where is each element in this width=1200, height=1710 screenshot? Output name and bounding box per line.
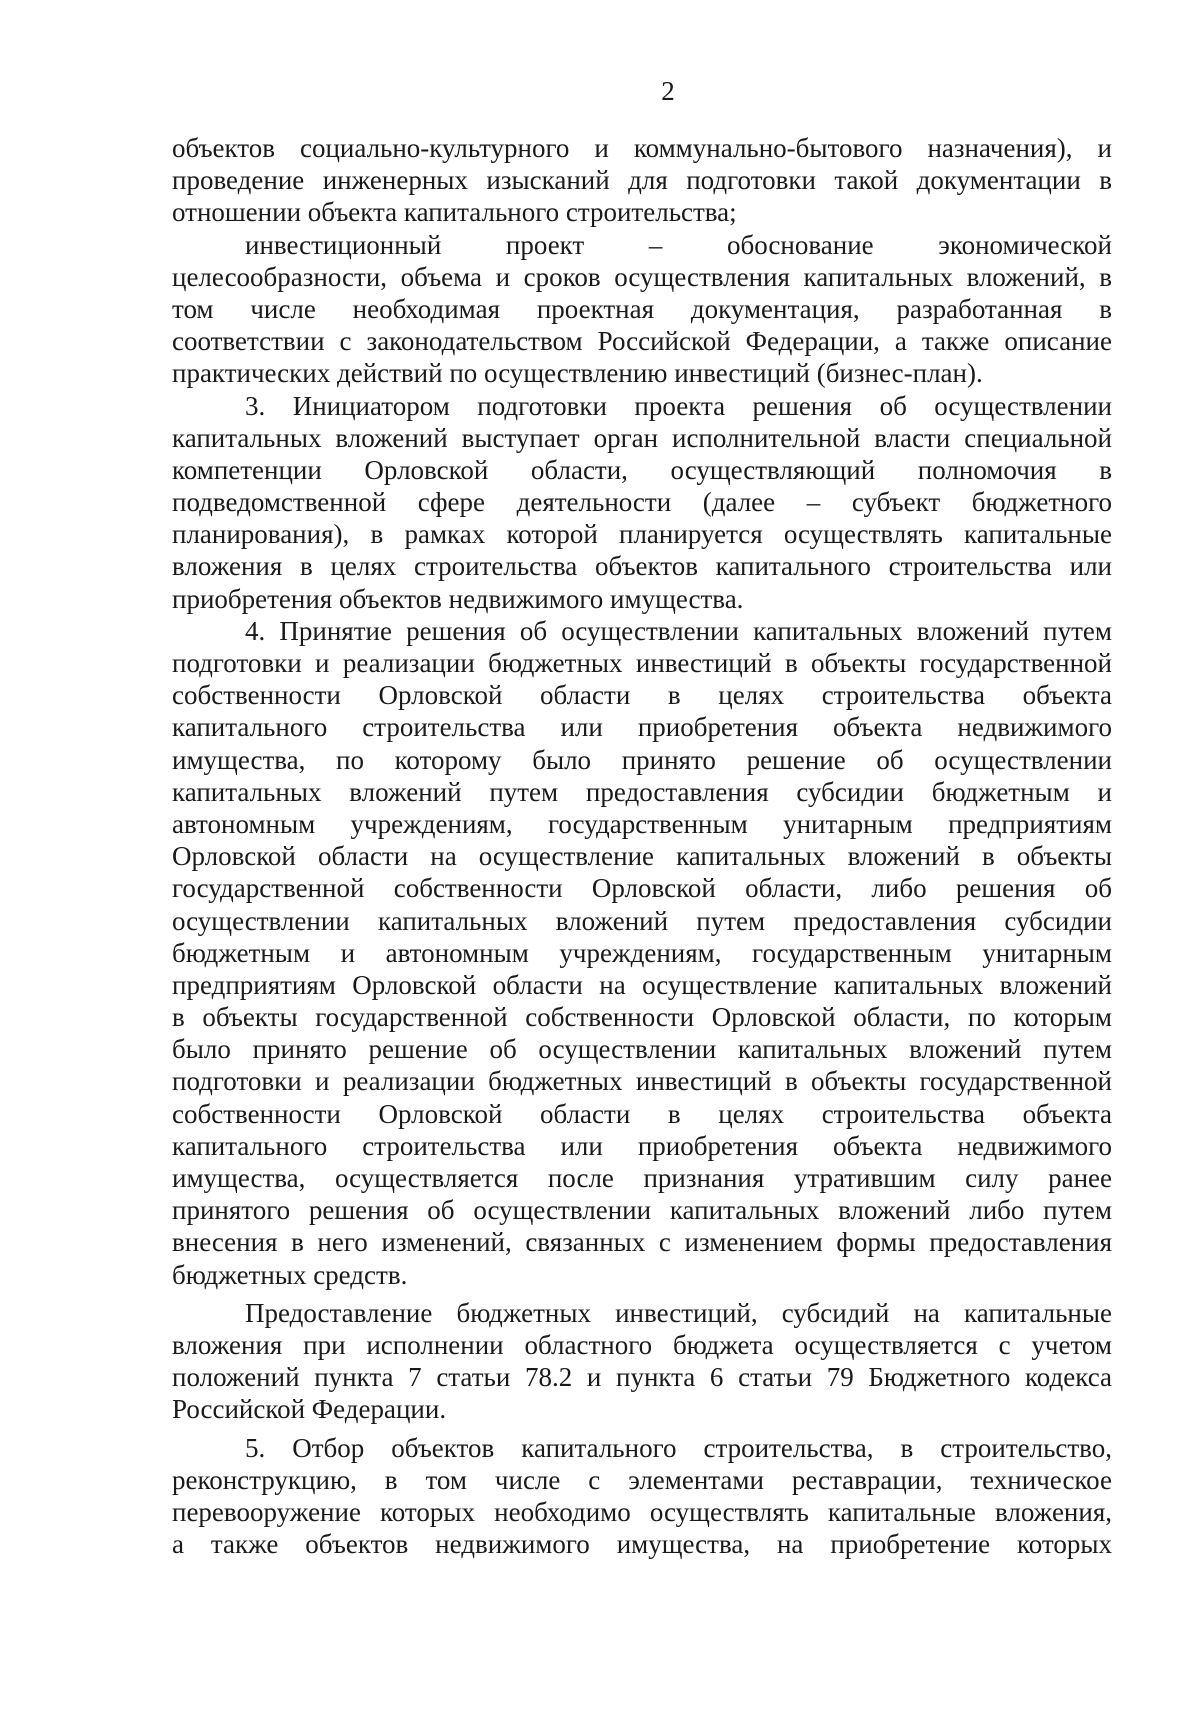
- text-line: имущества, осуществляется после признания утратившим силу ранее: [172, 1163, 1112, 1193]
- paragraph: [172, 229, 1112, 390]
- text-line: соответствии с законодательством Российской Федерации, а также описание: [172, 326, 1112, 357]
- text-line: в объекты государственной собственности Орловской области, по которым: [172, 1002, 1112, 1033]
- text-line: было принято решение об осуществлении капитальных вложений путем: [172, 1034, 1112, 1065]
- text-line: инвестиционный проект – обоснование экономической: [245, 229, 1112, 260]
- text-line: внесения в него изменений, связанных с изменением формы предоставления: [172, 1227, 1112, 1258]
- text-line: целесообразности, объема и сроков осуществления капитальных вложений, в: [172, 261, 1112, 292]
- text-line: осуществлении капитальных вложений путем предоставления субсидии: [172, 905, 1112, 936]
- text-line: планирования), в рамках которой планируется осуществлять капитальные: [172, 519, 1112, 550]
- paragraph: [172, 1297, 1112, 1426]
- text-line: компетенции Орловской области, осуществляющий полномочия в: [172, 454, 1112, 485]
- text-line: вложения при исполнении областного бюджета осуществляется с учетом: [172, 1329, 1112, 1360]
- text-line: перевооружение которых необходимо осуществлять капитальные вложения,: [172, 1496, 1112, 1527]
- text-line: Предоставление бюджетных инвестиций, субсидий на капитальные: [245, 1297, 1112, 1328]
- text-line: 5. Отбор объектов капитального строительства, в строительство,: [245, 1432, 1112, 1463]
- text-line: капитального строительства или приобретения объекта недвижимого: [172, 712, 1112, 743]
- text-line: капитальных вложений путем предоставления субсидии бюджетным и: [172, 776, 1112, 807]
- text-line: государственной собственности Орловской области, либо решения об: [172, 873, 1112, 904]
- page-number: 2: [661, 76, 675, 106]
- text-line: бюджетным и автономным учреждениям, государственным унитарным: [172, 937, 1112, 968]
- text-line: собственности Орловской области в целях строительства объекта: [172, 680, 1112, 711]
- text-line: 3. Инициатором подготовки проекта решения об осуществлении: [245, 390, 1112, 421]
- text-line: подведомственной сфере деятельности (далее – субъект бюджетного: [172, 487, 1112, 518]
- text-line: приобретения объектов недвижимого имущества.: [172, 583, 744, 614]
- text-line: реконструкцию, в том числе с элементами реставрации, техническое: [172, 1464, 1112, 1495]
- text-line: предприятиям Орловской области на осуществление капитальных вложений: [172, 969, 1112, 1000]
- text-line: Российской Федерации.: [172, 1394, 447, 1425]
- paragraph: [172, 132, 1112, 229]
- text-line: собственности Орловской области в целях строительства объекта: [172, 1098, 1112, 1129]
- paragraph: [172, 1432, 1112, 1561]
- text-line: подготовки и реализации бюджетных инвестиций в объекты государственной: [172, 648, 1112, 678]
- paragraph: [172, 615, 1112, 1291]
- text-line: подготовки и реализации бюджетных инвестиций в объекты государственной: [172, 1066, 1112, 1097]
- text-line: том числе необходимая проектная документация, разработанная в: [172, 293, 1112, 324]
- text-line: автономным учреждениям, государственным унитарным предприятиям: [172, 808, 1112, 839]
- text-line: имущества, по которому было принято решение об осуществлении: [172, 744, 1112, 775]
- text-line: объектов социально-культурного и коммунально-бытового назначения), и: [172, 133, 1112, 163]
- document-body: [172, 132, 1112, 1560]
- text-line: принятого решения об осуществлении капитальных вложений либо путем: [172, 1195, 1112, 1226]
- text-line: капитальных вложений выступает орган исполнительной власти специальной: [172, 422, 1112, 453]
- text-line: отношении объекта капитального строительства;: [172, 197, 737, 228]
- text-line: бюджетных средств.: [172, 1259, 408, 1290]
- text-line: 4. Принятие решения об осуществлении капитальных вложений путем: [245, 615, 1112, 646]
- text-line: практических действий по осуществлению инвестиций (бизнес-план).: [172, 358, 983, 389]
- text-line: капитального строительства или приобретения объекта недвижимого: [172, 1130, 1112, 1161]
- text-line: положений пункта 7 статьи 78.2 и пункта 6 статьи 79 Бюджетного кодекса: [172, 1362, 1112, 1393]
- text-line: проведение инженерных изысканий для подготовки такой документации в: [172, 165, 1112, 196]
- text-line: вложения в целях строительства объектов капитального строительства или: [172, 551, 1112, 582]
- text-line: а также объектов недвижимого имущества, на приобретение которых: [172, 1529, 1112, 1560]
- paragraph: [172, 390, 1112, 615]
- text-line: Орловской области на осуществление капитальных вложений в объекты: [172, 841, 1112, 872]
